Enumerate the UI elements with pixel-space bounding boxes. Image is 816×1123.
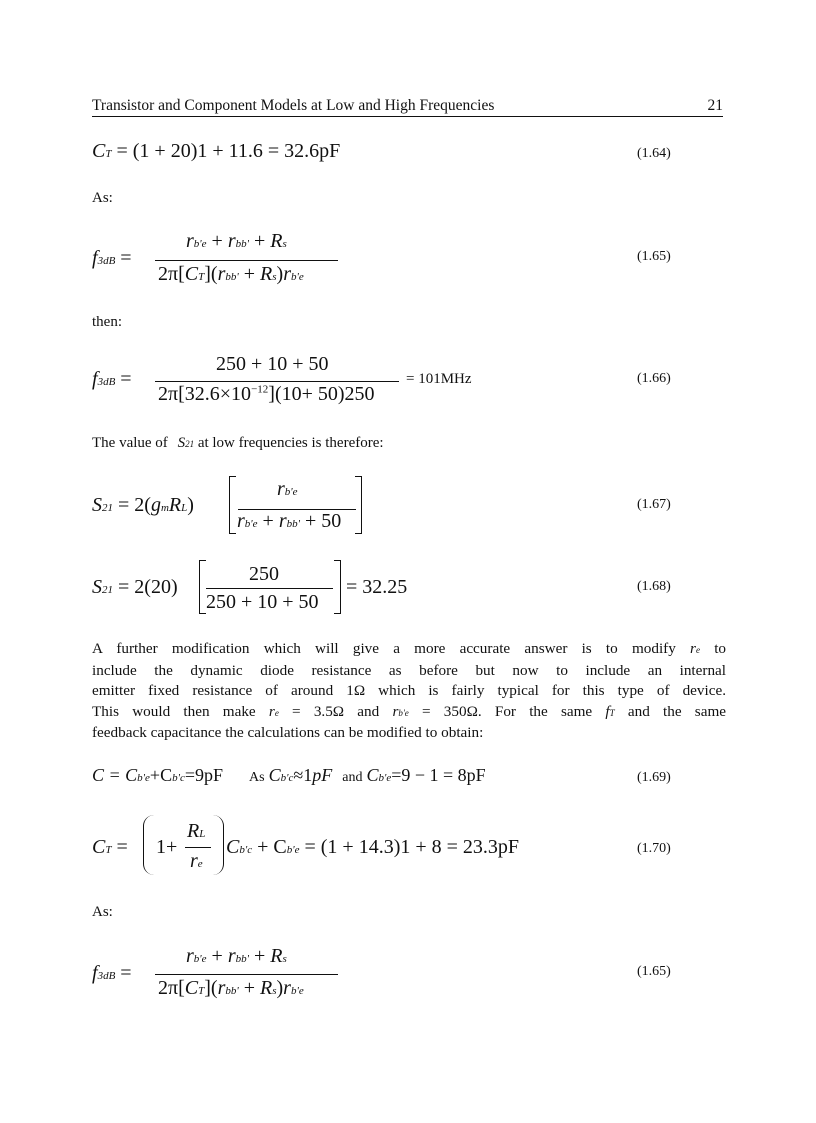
- text-s21: The value of S21 at low frequencies is therefore:: [92, 435, 384, 451]
- equation-number: (1.66): [637, 371, 671, 386]
- page-number: 21: [707, 97, 723, 114]
- text-as: As:: [92, 190, 113, 206]
- equation-number: (1.65): [637, 249, 671, 264]
- body-paragraph: A further modification which will give a more accurate answer is to modify re to include the dynamic diode resistance as before but now to include an internal emitter fixed resistance of around 1Ω which is fairly typical for this type of device. This would then make re = 3.5Ω and rb'e = 350Ω. For the same fT and the same feedback capacitance the calculations can be modified to obtain:: [92, 640, 727, 741]
- text-as: As:: [92, 904, 113, 920]
- equation-number: (1.69): [637, 770, 671, 785]
- equation-number: (1.67): [637, 497, 671, 512]
- equation-number: (1.65): [637, 964, 671, 979]
- equation-1-64: CT = (1 + 20)1 + 11.6 = 32.6pF: [92, 140, 341, 162]
- equation-1-69: C = Cb'e+Cb'c=9pF As Cb'c≈1pF and Cb'e=9 − 1 = 8pF: [92, 765, 486, 785]
- equation-number: (1.70): [637, 841, 671, 856]
- running-title: Transistor and Component Models at Low and High Frequencies: [92, 97, 495, 114]
- page-header: [92, 97, 723, 117]
- fraction-numerator: rb'e + rbb' + Rs: [186, 230, 287, 252]
- fraction-denominator: 2π[CT](rbb' + Rs)rb'e: [158, 263, 304, 285]
- text-then: then:: [92, 314, 122, 330]
- equation-number: (1.64): [637, 146, 671, 161]
- equation-number: (1.68): [637, 579, 671, 594]
